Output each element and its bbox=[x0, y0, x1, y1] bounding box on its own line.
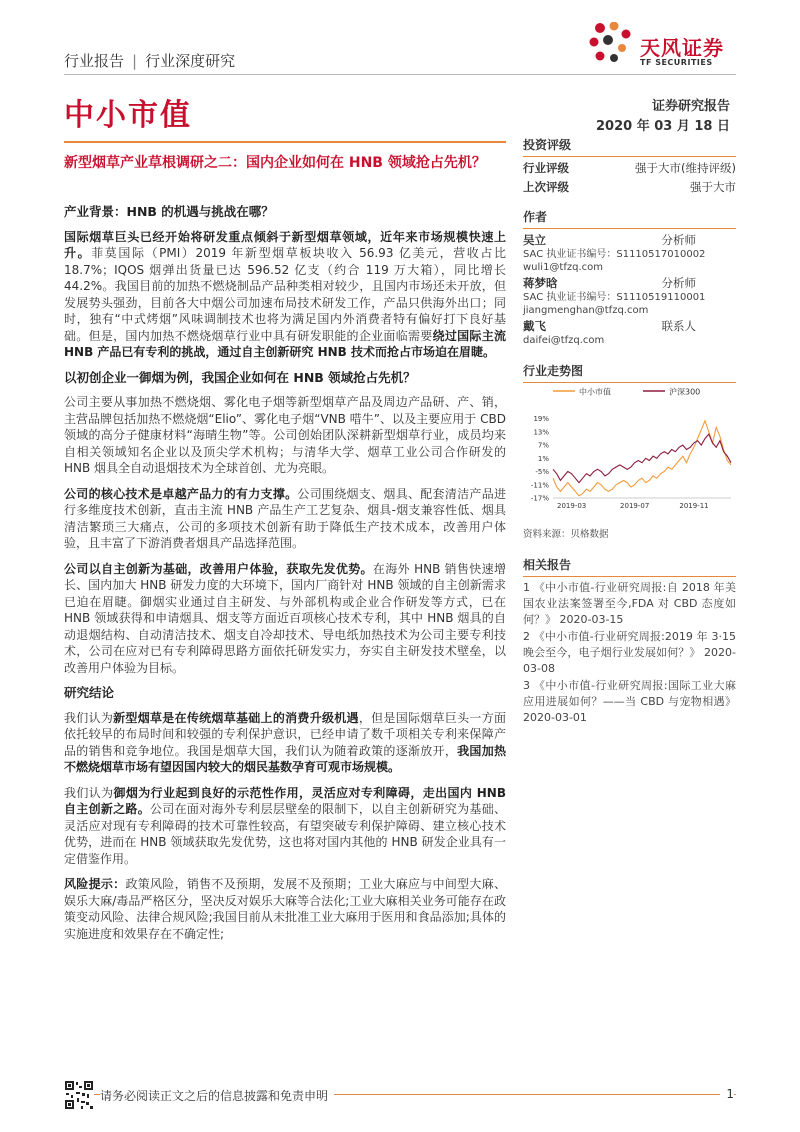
rating-block bbox=[523, 136, 736, 197]
category-label: 行业报告 bbox=[64, 52, 125, 70]
x-tick-label: 2019-03 bbox=[557, 502, 587, 510]
author-cert: SAC 执业证书编号：S1110519110001 bbox=[523, 292, 706, 303]
author-role: 分析师 bbox=[661, 276, 696, 290]
paragraph-conclusion-1 bbox=[64, 710, 506, 776]
page-number: 1 bbox=[720, 1087, 734, 1101]
author-email[interactable]: wuli1@tfzq.com bbox=[523, 262, 604, 273]
body-text: 政策风险，销售不及预期，发展不及预期；工业大麻应与中间型大麻、娱乐大麻/毒品严格区分，坚决反对娱乐大麻等合法化;工业大麻相关业务可能存在政策变动风险、法律合规风险;我国目前从未批准工业大麻用于医用和食品添加;具体的实施进度和效果存在不确定性; bbox=[64, 877, 506, 941]
x-tick-label: 2019-11 bbox=[679, 502, 709, 510]
legend-label: 中小市值 bbox=[579, 387, 611, 397]
rating-value: 强于大市(维持评级) bbox=[635, 161, 736, 175]
paragraph-innovation bbox=[64, 561, 506, 677]
author-role: 分析师 bbox=[661, 233, 696, 247]
related-report-link[interactable]: 2 《中小市值-行业研究周报:2019 年 3·15 晚会至今，电子烟行业发展如何？》 2020-03-08 bbox=[523, 630, 736, 675]
paragraph-risk bbox=[64, 876, 506, 942]
body-text: 在海外 HNB 销售快速增长、国内加大 HNB 研发力度的大环境下，国内厂商针对 HNB 领域的自主创新需求已迫在眉睫。御烟实业通过自主研发、与外部机构或企业合作研发等方式，已在 HNB 领域获得和申请烟具、烟支等方面近百项核心技术专利，其中 HNB 烟具的自动退烟结构、自动清洁技术、烟支自冷却技术、导电纸加热技术为公司主要专利技术，公司在应对已有专利障碍思路方面依托研发实力，夯实自主研发技术壁垒，以改善用户体验为目标。 bbox=[64, 561, 506, 675]
y-tick-label: -11% bbox=[530, 481, 549, 490]
author-name: 戴飞 bbox=[523, 319, 546, 333]
bold-text: 公司以自主创新为基础，改善用户体验，获取先发优势。 bbox=[64, 561, 373, 576]
y-tick-label: 13% bbox=[533, 428, 549, 437]
report-date: 2020 年 03 月 18 日 bbox=[596, 119, 730, 134]
bold-text: 绕过国际主流 HNB 产品已有专利的挑战，通过自主创新研究 HNB 技术而抢占市场迫在眉睫。 bbox=[64, 328, 506, 359]
x-tick-label: 2019-07 bbox=[620, 502, 650, 510]
paragraph-conclusion-2 bbox=[64, 785, 506, 868]
logo-mark-icon bbox=[590, 22, 631, 62]
logo-text: 天风证券 bbox=[640, 36, 724, 60]
section-title-background: 产业背景：HNB 的机遇与挑战在哪？ bbox=[64, 204, 274, 219]
y-tick-label: 7% bbox=[537, 441, 549, 450]
bold-text: 公司的核心技术是卓越产品力的有力支撑。 bbox=[64, 486, 298, 501]
bold-text: 我国加热不燃烧烟草市场有望因国内较大的烟民基数孕育可观市场规模。 bbox=[64, 743, 506, 774]
title-divider bbox=[64, 141, 506, 143]
author-name: 吴立 bbox=[523, 233, 546, 247]
report-category bbox=[64, 50, 235, 71]
y-tick-label: 1% bbox=[537, 454, 549, 463]
y-tick-label: 19% bbox=[533, 415, 549, 424]
rating-row-industry bbox=[523, 159, 736, 178]
y-tick-label: -5% bbox=[535, 468, 549, 477]
author-item bbox=[523, 319, 736, 347]
section-title-case: 以初创企业一御烟为例，我国企业如何在 HNB 领域抢占先机？ bbox=[64, 369, 416, 385]
body-text: 公司围绕烟支、烟具、配套清洁产品进行多维度技术创新，直击主流 HNB 产品生产工艺复杂、烟具-烟支兼容性低、烟具清洁繁琐三大痛点，公司的多项技术创新有助于降低生产技术成本，改善用户体验，且丰富了下游消费者烟具产品选择范围。 bbox=[64, 486, 506, 550]
author-email[interactable]: jiangmenghan@tfzq.com bbox=[523, 305, 649, 316]
author-item bbox=[523, 233, 736, 274]
body-text: 菲莫国际（PMI）2019 年新型烟草板块收入 56.93 亿美元，营收占比 18.7%；IQOS 烟弹出货量已达 596.52 亿支（约合 119 万大箱），同比增长 44.2%。我国目前的加热不燃烧制品产品种类相对较少，且国内市场还未开放，但发展势头强劲，目前各大中烟公司加速布局技术研发工作，产品只供海外出口；同时，独有“中式烤烟”风味调制技术也将为满足国内外消费者特有偏好打下良好基础。但是，国内加热不燃烧烟草行业中具有研发职能的企业面临需要 bbox=[64, 246, 506, 343]
related-block bbox=[523, 556, 736, 727]
trend-line-chart bbox=[523, 382, 736, 522]
paragraph-core-tech bbox=[64, 486, 506, 552]
author-item bbox=[523, 276, 736, 317]
authors-block bbox=[523, 208, 736, 347]
trend-block bbox=[523, 362, 736, 383]
rating-value: 强于大市 bbox=[690, 180, 736, 194]
related-report-link[interactable]: 1 《中小市值-行业研究周报:自 2018 年美国农业法案签署至今,FDA 对 CBD 态度如何？》 2020-03-15 bbox=[523, 581, 736, 626]
related-title: 相关报告 bbox=[523, 556, 736, 577]
body-text: ，但是国际烟草巨头一方面依托较早的布局时间和较强的专利保护意识，已经申请了数千项相关专利来保障产品的销售和竞争地位。我国是烟草大国，我们认为随着政策的逐渐放开， bbox=[64, 710, 506, 758]
bold-text: 御烟为行业起到良好的示范性作用，灵活应对专利障碍，走出国内 HNB 自主创新之路。 bbox=[64, 785, 506, 816]
category-separator: | bbox=[132, 52, 138, 70]
rating-title: 投资评级 bbox=[523, 136, 736, 157]
rating-label: 上次评级 bbox=[523, 180, 569, 194]
bold-text: 新型烟草是在传统烟草基础上的消费升级机遇 bbox=[113, 710, 359, 725]
section-title-conclusion: 研究结论 bbox=[64, 685, 115, 700]
author-cert: SAC 执业证书编号：S1110517010002 bbox=[523, 249, 706, 260]
bold-text: 风险提示： bbox=[64, 877, 126, 891]
paragraph-company: 公司主要从事加热不燃烧烟、雾化电子烟等新型烟草产品及周边产品研、产、销，主营品牌包括加热不燃烧烟“Elio”、雾化电子烟“VNB 唶牛”、以及主要应用于 CBD 领域的高分子健康材料“海晴生物”等。公司创始团队深耕新型烟草行业，成员均来自相关领域知名企业以及顶尖学术机构；与清华大学、烟草工业公司合作研发的 HNB 烟具全自动退烟技术为全球首创、尤为亮眼。 bbox=[64, 395, 506, 475]
body-text: 我们认为 bbox=[64, 710, 114, 725]
author-email[interactable]: daifei@tfzq.com bbox=[523, 335, 605, 346]
report-body bbox=[64, 204, 506, 951]
author-role: 联系人 bbox=[661, 319, 696, 333]
trend-title: 行业走势图 bbox=[523, 362, 736, 383]
related-report-link[interactable]: 3 《中小市值-行业研究周报:国际工业大麻应用进展如何？——当 CBD 与宠物相遇》 2020-03-01 bbox=[523, 679, 736, 724]
main-title: 中小市值 bbox=[64, 98, 192, 133]
author-name: 蒋梦晗 bbox=[523, 276, 558, 290]
chart-source: 资料来源：贝格数据 bbox=[523, 529, 609, 540]
report-type: 证券研究报告 bbox=[651, 99, 730, 114]
subcategory-label: 行业深度研究 bbox=[145, 52, 236, 70]
rating-label: 行业评级 bbox=[523, 161, 569, 175]
footer-disclaimer: 请务必阅读正文之后的信息披露和免责申明 bbox=[100, 1087, 334, 1104]
y-tick-label: -17% bbox=[530, 494, 549, 503]
legend-label: 沪深300 bbox=[669, 387, 701, 397]
body-text: 我们认为 bbox=[64, 785, 114, 800]
report-subtitle: 新型烟草产业草根调研之二：国内企业如何在 HNB 领域抢占先机？ bbox=[64, 155, 486, 171]
bold-text: 国际烟草巨头已经开始将研发重点倾斜于新型烟草领域，近年来市场规模快速上升。 bbox=[64, 229, 506, 260]
series-line bbox=[553, 421, 731, 496]
paragraph-market bbox=[64, 229, 506, 361]
logo-subtext: TF SECURITIES bbox=[640, 58, 713, 67]
header-divider bbox=[64, 74, 736, 75]
rating-row-previous bbox=[523, 178, 736, 197]
body-text: 公司在面对海外专利层层壁垒的限制下，以自主创新研究为基础、灵活应对现有专利障碍的技术可靠性较高，有望突破专利保护障碍、建立核心技术优势，进而在 HNB 领域获取先发优势，这也将对国内其他的 HNB 研发企业具有一定借鉴作用。 bbox=[64, 802, 506, 866]
series-line bbox=[553, 434, 731, 483]
qr-code-icon[interactable] bbox=[64, 1080, 94, 1110]
authors-title: 作者 bbox=[523, 208, 736, 229]
